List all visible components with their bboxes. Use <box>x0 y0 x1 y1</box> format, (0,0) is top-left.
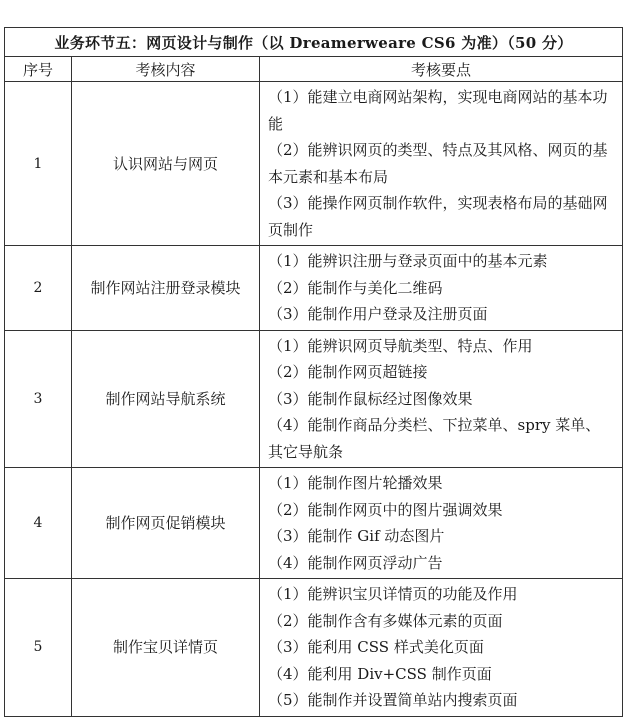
header-no: 序号 <box>5 57 72 82</box>
row-content: 制作网站注册登录模块 <box>72 246 260 331</box>
row-no: 4 <box>5 468 72 579</box>
row-no: 1 <box>5 82 72 246</box>
point-item: （2）能制作网页中的图片强调效果 <box>268 500 503 519</box>
row-content: 认识网站与网页 <box>72 82 260 246</box>
row-content: 制作网站导航系统 <box>72 330 260 468</box>
table-row <box>5 82 623 246</box>
point-item: （4）能制作网页浮动广告 <box>268 553 443 572</box>
assessment-table <box>4 27 623 717</box>
point-item: （5）能制作并设置简单站内搜索页面 <box>268 691 518 709</box>
header-points: 考核要点 <box>260 57 623 82</box>
row-points <box>260 82 623 246</box>
point-item: （1）能建立电商网站架构，实现电商网站的基本功能 <box>268 88 608 133</box>
point-item: （2）能制作网页超链接 <box>268 363 428 381</box>
point-item: （3）能制作 Gif 动态图片 <box>268 527 445 545</box>
table-row <box>5 579 623 717</box>
point-item: （1）能辨识宝贝详情页的功能及作用 <box>268 585 518 603</box>
point-item: （2）能制作与美化二维码 <box>268 278 443 297</box>
point-item: （3）能操作网页制作软件，实现表格布局的基础网页制作 <box>268 194 608 239</box>
point-item: （3）能利用 CSS 样式美化页面 <box>268 638 484 656</box>
point-item: （3）能制作鼠标经过图像效果 <box>268 389 473 408</box>
row-no: 5 <box>5 579 72 717</box>
table-title: 业务环节五：网页设计与制作（以 Dreamerweare CS6 为准）（50 分） <box>5 28 623 57</box>
table-title-row <box>5 28 623 57</box>
row-no: 3 <box>5 330 72 468</box>
row-no: 2 <box>5 246 72 331</box>
point-item: （3）能制作用户登录及注册页面 <box>268 305 488 323</box>
point-item: （1）能辨识网页导航类型、特点、作用 <box>268 336 533 355</box>
table-header-row <box>5 57 623 82</box>
row-points <box>260 579 623 717</box>
table-row <box>5 246 623 331</box>
point-item: （2）能制作含有多媒体元素的页面 <box>268 611 503 630</box>
row-points <box>260 246 623 331</box>
point-item: （1）能制作图片轮播效果 <box>268 474 443 492</box>
row-content: 制作宝贝详情页 <box>72 579 260 717</box>
point-item: （2）能辨识网页的类型、特点及其风格、网页的基本元素和基本布局 <box>268 141 608 186</box>
row-points <box>260 330 623 468</box>
point-item: （1）能辨识注册与登录页面中的基本元素 <box>268 252 548 270</box>
header-content: 考核内容 <box>72 57 260 82</box>
row-content: 制作网页促销模块 <box>72 468 260 579</box>
table-row <box>5 330 623 468</box>
point-item: （4）能利用 Div+CSS 制作页面 <box>268 664 492 683</box>
row-points <box>260 468 623 579</box>
point-item: （4）能制作商品分类栏、下拉菜单、spry 菜单、其它导航条 <box>268 416 601 461</box>
table-row <box>5 468 623 579</box>
